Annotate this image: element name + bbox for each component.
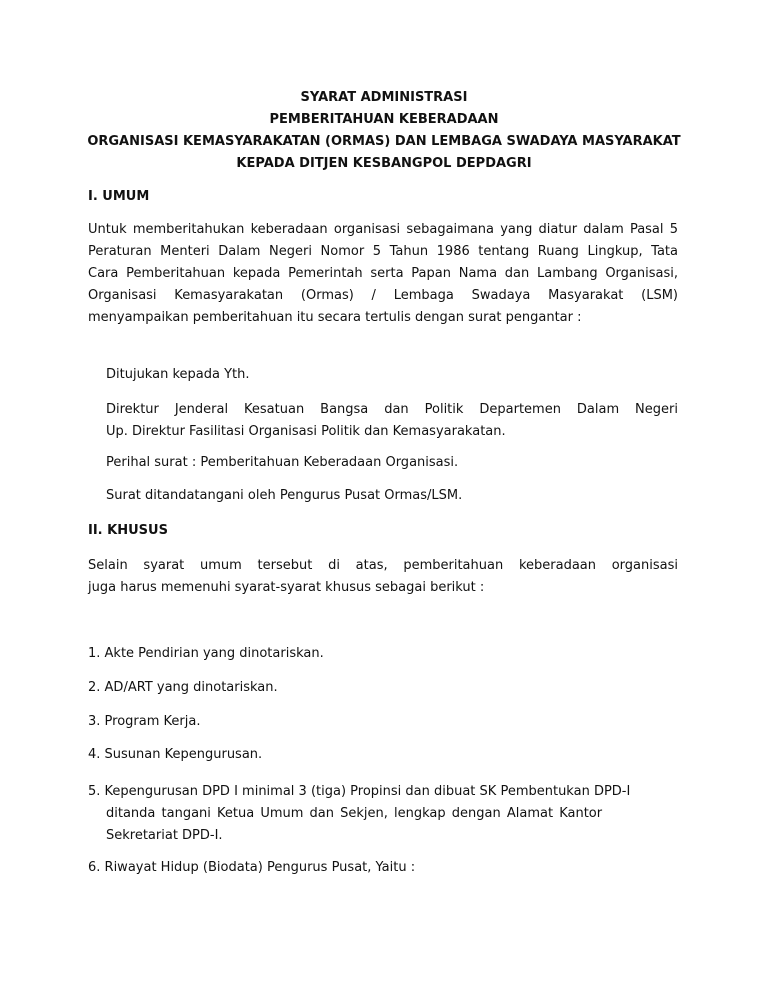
list-item: 6. Riwayat Hidup (Biodata) Pengurus Pusat, Yaitu : [88,860,416,875]
title-line-1: SYARAT ADMINISTRASI [300,90,468,105]
paragraph-line: Peraturan Menteri Dalam Negeri Nomor 5 Tahun 1986 tentang Ruang Lingkup, Tata [88,244,678,259]
letter-subject: Perihal surat : Pemberitahuan Keberadaan Organisasi. [106,455,459,470]
list-item-continuation: Sekretariat DPD-I. [106,828,223,843]
list-item: 1. Akte Pendirian yang dinotariskan. [88,646,324,661]
title-line-4: KEPADA DITJEN KESBANGPOL DEPDAGRI [236,156,532,171]
list-item: 2. AD/ART yang dinotariskan. [88,680,278,695]
paragraph-line: Cara Pemberitahuan kepada Pemerintah serta Papan Nama dan Lambang Organisasi, [88,266,678,281]
recipient-line-2: Up. Direktur Fasilitasi Organisasi Politik dan Kemasyarakatan. [106,424,506,439]
recipient-line-1: Direktur Jenderal Kesatuan Bangsa dan Politik Departemen Dalam Negeri [106,402,678,417]
paragraph-line: Selain syarat umum tersebut di atas, pemberitahuan keberadaan organisasi [88,558,678,573]
title-line-3: ORGANISASI KEMASYARAKATAN (ORMAS) DAN LEMBAGA SWADAYA MASYARAKAT [87,134,681,149]
paragraph-line: menyampaikan pemberitahuan itu secara tertulis dengan surat pengantar : [88,310,582,325]
paragraph-line: Untuk memberitahukan keberadaan organisasi sebagaimana yang diatur dalam Pasal 5 [88,222,678,237]
addressed-to: Ditujukan kepada Yth. [106,367,250,382]
section-heading-khusus: II. KHUSUS [88,523,168,538]
list-item: 4. Susunan Kepengurusan. [88,747,263,762]
list-item: 3. Program Kerja. [88,714,201,729]
paragraph-line: juga harus memenuhi syarat-syarat khusus sebagai berikut : [88,580,485,595]
title-line-2: PEMBERITAHUAN KEBERADAAN [269,112,499,127]
paragraph-line: Organisasi Kemasyarakatan (Ormas) / Lembaga Swadaya Masyarakat (LSM) [88,288,678,303]
letter-signed: Surat ditandatangani oleh Pengurus Pusat Ormas/LSM. [106,488,463,503]
section-heading-umum: I. UMUM [88,189,150,204]
list-item: 5. Kepengurusan DPD I minimal 3 (tiga) Propinsi dan dibuat SK Pembentukan DPD-I [88,784,631,799]
list-item-continuation: ditanda tangani Ketua Umum dan Sekjen, lengkap dengan Alamat Kantor [106,806,603,821]
